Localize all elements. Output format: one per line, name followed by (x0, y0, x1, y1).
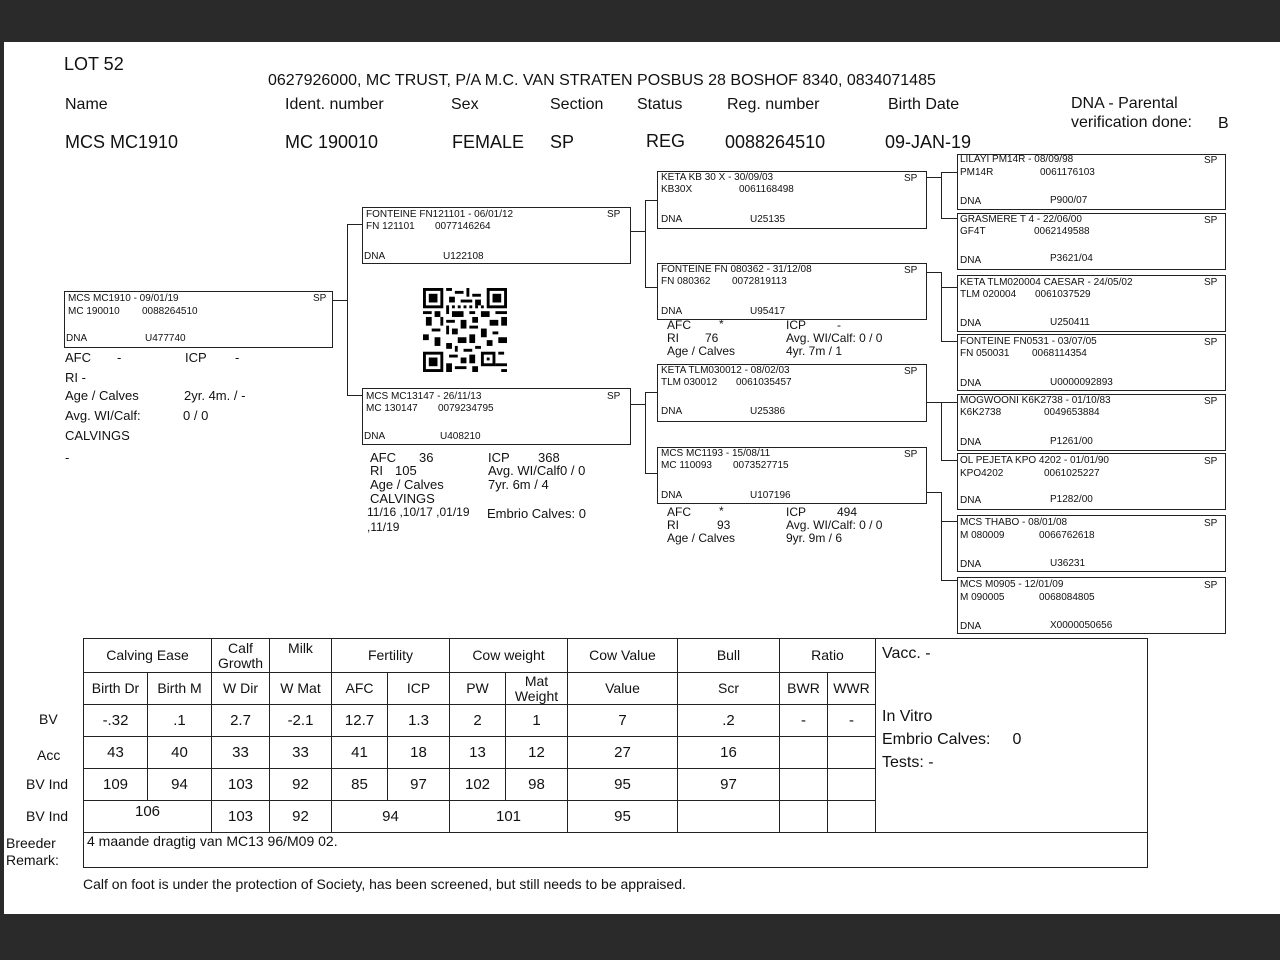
gp-4-dna-label: DNA (661, 490, 683, 501)
bvind-cell: 109 (84, 769, 148, 801)
sub-birth-m: Birth M (148, 673, 212, 705)
value-sex: FEMALE (452, 132, 525, 152)
ggp-3-reg: 0061037529 (1035, 289, 1091, 300)
ggp-7-section: SP (1204, 518, 1218, 529)
bv-cell: 2.7 (212, 705, 270, 737)
gp-4-section: SP (904, 449, 918, 460)
animal-wi-value: 0 / 0 (183, 408, 209, 423)
bvind2-cell (678, 801, 780, 833)
bvind-cell: 85 (332, 769, 388, 801)
gp-3-section: SP (904, 366, 918, 377)
row-label-acc: Acc (37, 747, 61, 763)
bv-cell: 1 (506, 705, 568, 737)
bvind-cell: 94 (148, 769, 212, 801)
owner-info: 0627926000, MC TRUST, P/A M.C. VAN STRATEN POSBUS 28 BOSHOF 8340, 0834071485 (268, 72, 936, 89)
gp-2-icp-value: - (837, 318, 841, 332)
acc-cell: 33 (270, 737, 332, 769)
ggp-1-reg: 0061176103 (1040, 167, 1095, 178)
bvind-cell (828, 769, 876, 801)
ggp-8-ident: M 090005 (960, 592, 1005, 603)
bv-cell: 7 (568, 705, 678, 737)
sub-pw: PW (450, 673, 506, 705)
gp-1-dna: U25135 (750, 214, 786, 225)
acc-cell: 16 (678, 737, 780, 769)
ggp-6-title: OL PEJETA KPO 4202 - 01/01/90 (960, 455, 1109, 466)
gp-2-dna: U95417 (750, 306, 786, 317)
ggp-box-6 (957, 453, 1226, 510)
sub-birth-dr: Birth Dr (84, 673, 148, 705)
group-calf-growth: Calf Growth (212, 639, 270, 673)
group-milk: Milk (270, 639, 332, 673)
ggp-3-dna-label: DNA (960, 318, 982, 329)
value-reg: 0088264510 (725, 132, 826, 152)
ggp-box-4 (957, 334, 1226, 391)
breeder-remark: 4 maande dragtig van MC13 96/M09 02. (84, 833, 1148, 868)
group-calving-ease: Calving Ease (84, 639, 212, 673)
embrio-value: 0 (1012, 731, 1022, 748)
sub-afc: AFC (332, 673, 388, 705)
ggp-5-title: MOGWOONI K6K2738 - 01/10/83 (960, 395, 1111, 406)
gp-2-reg: 0072819113 (732, 276, 787, 287)
gp-2-age-label: Age / Calves (667, 344, 736, 358)
bvind-cell: 98 (506, 769, 568, 801)
bvind2-cell (828, 801, 876, 833)
bvind-cell: 97 (388, 769, 450, 801)
sire-dna: U122108 (443, 251, 484, 262)
label-dna-2: verification done: (1071, 114, 1192, 131)
gp-4-dna: U107196 (750, 490, 791, 501)
ggp-8-dna-label: DNA (960, 621, 982, 632)
ggp-8-title: MCS M0905 - 12/01/09 (960, 579, 1064, 590)
dam-icp-label: ICP (488, 450, 510, 465)
ggp-4-dna-label: DNA (960, 378, 982, 389)
animal-ident: MC 190010 (68, 306, 120, 317)
bvind2-cell: 92 (270, 801, 332, 833)
acc-cell: 18 (388, 737, 450, 769)
animal-reg: 0088264510 (142, 306, 198, 317)
bvind-cell (780, 769, 828, 801)
ggp-box-7 (957, 515, 1226, 572)
label-birth: Birth Date (888, 96, 960, 113)
dam-ri-value: 105 (395, 463, 417, 478)
bvind2-cell: 94 (332, 801, 450, 833)
dam-ri-label: RI (370, 463, 383, 478)
ggp-7-title: MCS THABO - 08/01/08 (960, 517, 1068, 528)
ggp-4-dna: U0000092893 (1050, 377, 1113, 388)
gp-1-dna-label: DNA (661, 214, 683, 225)
lot-number: LOT 52 (64, 54, 124, 74)
bvind2-cell: 103 (212, 801, 270, 833)
ggp-1-title: LILAYI PM14R - 08/09/98 (960, 154, 1074, 165)
animal-icp-value: - (235, 350, 240, 365)
sub-mat-weight: Mat Weight (506, 673, 568, 705)
gp-box-2 (657, 263, 927, 320)
ggp-box-2 (957, 213, 1226, 270)
bv-cell: .2 (678, 705, 780, 737)
ggp-5-reg: 0049653884 (1044, 407, 1100, 418)
gp-1-title: KETA KB 30 X - 30/09/03 (661, 172, 774, 183)
bvind-cell: 103 (212, 769, 270, 801)
bv-cell: -2.1 (270, 705, 332, 737)
ggp-6-section: SP (1204, 456, 1218, 467)
dam-embrio: Embrio Calves: 0 (487, 506, 586, 521)
ggp-7-dna-label: DNA (960, 559, 982, 570)
remark-label: Remark: (6, 852, 59, 868)
group-cow-value: Cow Value (568, 639, 678, 673)
value-name: MCS MC1910 (65, 132, 179, 152)
tests: Tests: - (882, 754, 934, 771)
ggp-7-ident: M 080009 (960, 530, 1005, 541)
acc-cell: 33 (212, 737, 270, 769)
sire-ident: FN 121101 (366, 221, 415, 232)
ggp-6-ident: KPO4202 (960, 468, 1004, 479)
group-bull: Bull (678, 639, 780, 673)
acc-cell: 41 (332, 737, 388, 769)
ggp-5-dna-label: DNA (960, 437, 982, 448)
sub-value: Value (568, 673, 678, 705)
animal-section: SP (313, 293, 327, 304)
gp-3-dna-label: DNA (661, 406, 683, 417)
ggp-1-ident: PM14R (960, 167, 994, 178)
animal-icp-label: ICP (185, 350, 207, 365)
ggp-4-reg: 0068114354 (1032, 348, 1087, 359)
gp-2-afc-value: * (719, 317, 724, 331)
animal-wi-label: Avg. WI/Calf: (65, 408, 141, 423)
row-label-bv-ind-2: BV Ind (26, 808, 69, 824)
footer-note: Calf on foot is under the protection of Society, has been screened, but still needs to be appraised. (83, 876, 686, 892)
ggp-6-dna-label: DNA (960, 495, 982, 506)
bvind-cell: 102 (450, 769, 506, 801)
dam-calvings-label: CALVINGS (370, 491, 435, 506)
label-name: Name (65, 96, 108, 113)
gp-box-4 (657, 447, 927, 504)
dam-reg: 0079234795 (438, 403, 494, 414)
animal-afc-value: - (117, 350, 122, 365)
gp-2-icp-label: ICP (786, 318, 807, 332)
bv-cell: .1 (148, 705, 212, 737)
ggp-5-ident: K6K2738 (960, 407, 1002, 418)
gp-4-afc-value: * (719, 504, 724, 518)
ggp-7-dna: U36231 (1050, 558, 1086, 569)
ggp-3-ident: TLM 020004 (960, 289, 1017, 300)
gp-1-ident: KB30X (661, 184, 693, 195)
pedigree-page (4, 42, 1280, 914)
gp-4-age-label: Age / Calves (667, 531, 736, 545)
label-status: Status (637, 96, 683, 113)
ggp-box-8 (957, 577, 1226, 634)
gp-4-title: MCS MC1193 - 15/08/11 (661, 448, 771, 459)
value-ident: MC 190010 (285, 132, 379, 152)
dam-icp-value: 368 (538, 450, 560, 465)
group-fertility: Fertility (332, 639, 450, 673)
label-ident: Ident. number (285, 96, 384, 113)
row-label-bv-ind: BV Ind (26, 776, 69, 792)
dam-calvings-1: 11/16 ,10/17 ,01/19 (367, 505, 470, 519)
ggp-box-3 (957, 275, 1226, 332)
gp-4-icp-label: ICP (786, 505, 807, 519)
ggp-box-5 (957, 394, 1226, 451)
sub-icp: ICP (388, 673, 450, 705)
bv-cell: 12.7 (332, 705, 388, 737)
acc-cell: 13 (450, 737, 506, 769)
side-info (876, 639, 1148, 833)
gp-2-afc-label: AFC (667, 318, 691, 332)
gp-box-1 (657, 171, 927, 229)
sub-wwr: WWR (828, 673, 876, 705)
ggp-3-dna: U250411 (1050, 317, 1090, 328)
acc-cell: 12 (506, 737, 568, 769)
ggp-3-section: SP (1204, 277, 1218, 288)
acc-cell: 40 (148, 737, 212, 769)
bvind2-cell: 101 (450, 801, 568, 833)
gp-4-ri-label: RI (667, 518, 679, 532)
bv-cell: - (828, 705, 876, 737)
ggp-4-title: FONTEINE FN0531 - 03/07/05 (960, 336, 1097, 347)
animal-afc-label: AFC (65, 350, 91, 365)
animal-dna: U477740 (145, 333, 186, 344)
ggp-7-reg: 0066762618 (1039, 530, 1095, 541)
gp-2-wi: Avg. WI/Calf: 0 / 0 (786, 331, 883, 345)
ggp-1-dna: P900/07 (1050, 195, 1088, 206)
gp-2-ri-label: RI (667, 331, 679, 345)
label-reg: Reg. number (727, 96, 820, 113)
acc-cell: 43 (84, 737, 148, 769)
gp-3-reg: 0061035457 (736, 377, 792, 388)
sub-bwr: BWR (780, 673, 828, 705)
dam-dna: U408210 (440, 431, 481, 442)
ggp-8-reg: 0068084805 (1039, 592, 1095, 603)
gp-1-reg: 0061168498 (739, 184, 794, 195)
ggp-5-dna: P1261/00 (1050, 436, 1093, 447)
ggp-4-section: SP (1204, 337, 1218, 348)
bv-cell: -.32 (84, 705, 148, 737)
dam-afc-value: 36 (419, 450, 434, 465)
ggp-1-dna-label: DNA (960, 196, 982, 207)
gp-2-title: FONTEINE FN 080362 - 31/12/08 (661, 264, 812, 275)
ggp-6-dna: P1282/00 (1050, 494, 1093, 505)
ggp-2-reg: 0062149588 (1034, 226, 1090, 237)
animal-age-label: Age / Calves (65, 388, 139, 403)
dam-age-label: Age / Calves (370, 477, 444, 492)
sire-box (362, 207, 631, 264)
gp-2-section: SP (904, 265, 918, 276)
dam-dna-label: DNA (364, 431, 386, 442)
qr-code (422, 288, 508, 372)
bv-cell: 2 (450, 705, 506, 737)
ggp-2-dna: P3621/04 (1050, 253, 1093, 264)
gp-4-wi: Avg. WI/Calf: 0 / 0 (786, 518, 883, 532)
performance-table (83, 638, 1148, 868)
value-status: REG (646, 131, 686, 151)
sire-dna-label: DNA (364, 251, 386, 262)
gp-1-section: SP (904, 173, 918, 184)
group-cow-weight: Cow weight (450, 639, 568, 673)
gp-4-afc-label: AFC (667, 505, 691, 519)
ggp-3-title: KETA TLM020004 CAESAR - 24/05/02 (960, 277, 1133, 288)
gp-2-age-value: 4yr. 7m / 1 (786, 344, 843, 358)
animal-age-value: 2yr. 4m. / - (184, 388, 246, 403)
ggp-2-section: SP (1204, 215, 1218, 226)
bvind2-cell: 95 (568, 801, 678, 833)
sire-reg: 0077146264 (435, 221, 491, 232)
vacc: Vacc. - (882, 645, 931, 662)
label-section: Section (550, 96, 604, 113)
gp-2-dna-label: DNA (661, 306, 683, 317)
gp-3-title: KETA TLM030012 - 08/02/03 (661, 365, 790, 376)
gp-3-ident: TLM 030012 (661, 377, 718, 388)
value-birth: 09-JAN-19 (885, 132, 972, 152)
ggp-2-ident: GF4T (960, 226, 986, 237)
sub-scr: Scr (678, 673, 780, 705)
label-sex: Sex (451, 96, 479, 113)
gp-3-dna: U25386 (750, 406, 786, 417)
gp-4-icp-value: 494 (837, 505, 858, 519)
dam-afc-label: AFC (370, 450, 396, 465)
sub-w-dir: W Dir (212, 673, 270, 705)
ggp-2-title: GRASMERE T 4 - 22/06/00 (960, 214, 1082, 225)
acc-cell: 27 (568, 737, 678, 769)
animal-dna-label: DNA (66, 333, 88, 344)
bvind2-cell (780, 801, 828, 833)
bvind-cell: 92 (270, 769, 332, 801)
in-vitro: In Vitro (882, 708, 933, 725)
group-ratio: Ratio (780, 639, 876, 673)
gp-2-ri-value: 76 (705, 331, 719, 345)
bv-cell: - (780, 705, 828, 737)
acc-cell (780, 737, 828, 769)
dam-age-value: 7yr. 6m / 4 (488, 477, 549, 492)
acc-cell (828, 737, 876, 769)
ggp-2-dna-label: DNA (960, 255, 982, 266)
sub-w-mat: W Mat (270, 673, 332, 705)
dam-calvings-2: ,11/19 (367, 520, 400, 534)
dam-box (362, 388, 631, 445)
animal-title: MCS MC1910 - 09/01/19 (68, 293, 179, 304)
dam-section: SP (607, 391, 621, 402)
dna-verification-value: B (1218, 115, 1229, 132)
sire-section: SP (607, 209, 621, 220)
bvind-cell: 95 (568, 769, 678, 801)
ggp-5-section: SP (1204, 396, 1218, 407)
dam-title: MCS MC13147 - 26/11/13 (366, 391, 482, 402)
bvind-cell: 97 (678, 769, 780, 801)
ggp-4-ident: FN 050031 (960, 348, 1010, 359)
ggp-1-section: SP (1204, 155, 1218, 166)
gp-box-3 (657, 364, 927, 422)
dam-ident: MC 130147 (366, 403, 418, 414)
ggp-8-dna: X0000050656 (1050, 620, 1113, 631)
ggp-8-section: SP (1204, 580, 1218, 591)
label-dna-1: DNA - Parental (1071, 95, 1178, 112)
embrio-label: Embrio Calves: (882, 731, 991, 748)
animal-calvings-label: CALVINGS (65, 428, 130, 443)
gp-4-ident: MC 110093 (661, 460, 712, 471)
bv-cell: 1.3 (388, 705, 450, 737)
gp-4-reg: 0073527715 (733, 460, 789, 471)
bvind2-cell: 106 (84, 801, 212, 833)
animal-ri: RI - (65, 370, 86, 385)
value-section: SP (550, 132, 575, 152)
breeder-label: Breeder (6, 835, 56, 851)
row-label-bv: BV (39, 711, 58, 727)
gp-4-ri-value: 93 (717, 518, 731, 532)
ggp-box-1 (957, 154, 1226, 210)
sire-title: FONTEINE FN121101 - 06/01/12 (366, 209, 514, 220)
animal-box (64, 291, 333, 348)
gp-2-ident: FN 080362 (661, 276, 711, 287)
ggp-6-reg: 0061025227 (1044, 468, 1100, 479)
dam-wi: Avg. WI/Calf0 / 0 (488, 463, 586, 478)
gp-4-age-value: 9yr. 9m / 6 (786, 531, 843, 545)
animal-calvings-value: - (65, 450, 70, 465)
